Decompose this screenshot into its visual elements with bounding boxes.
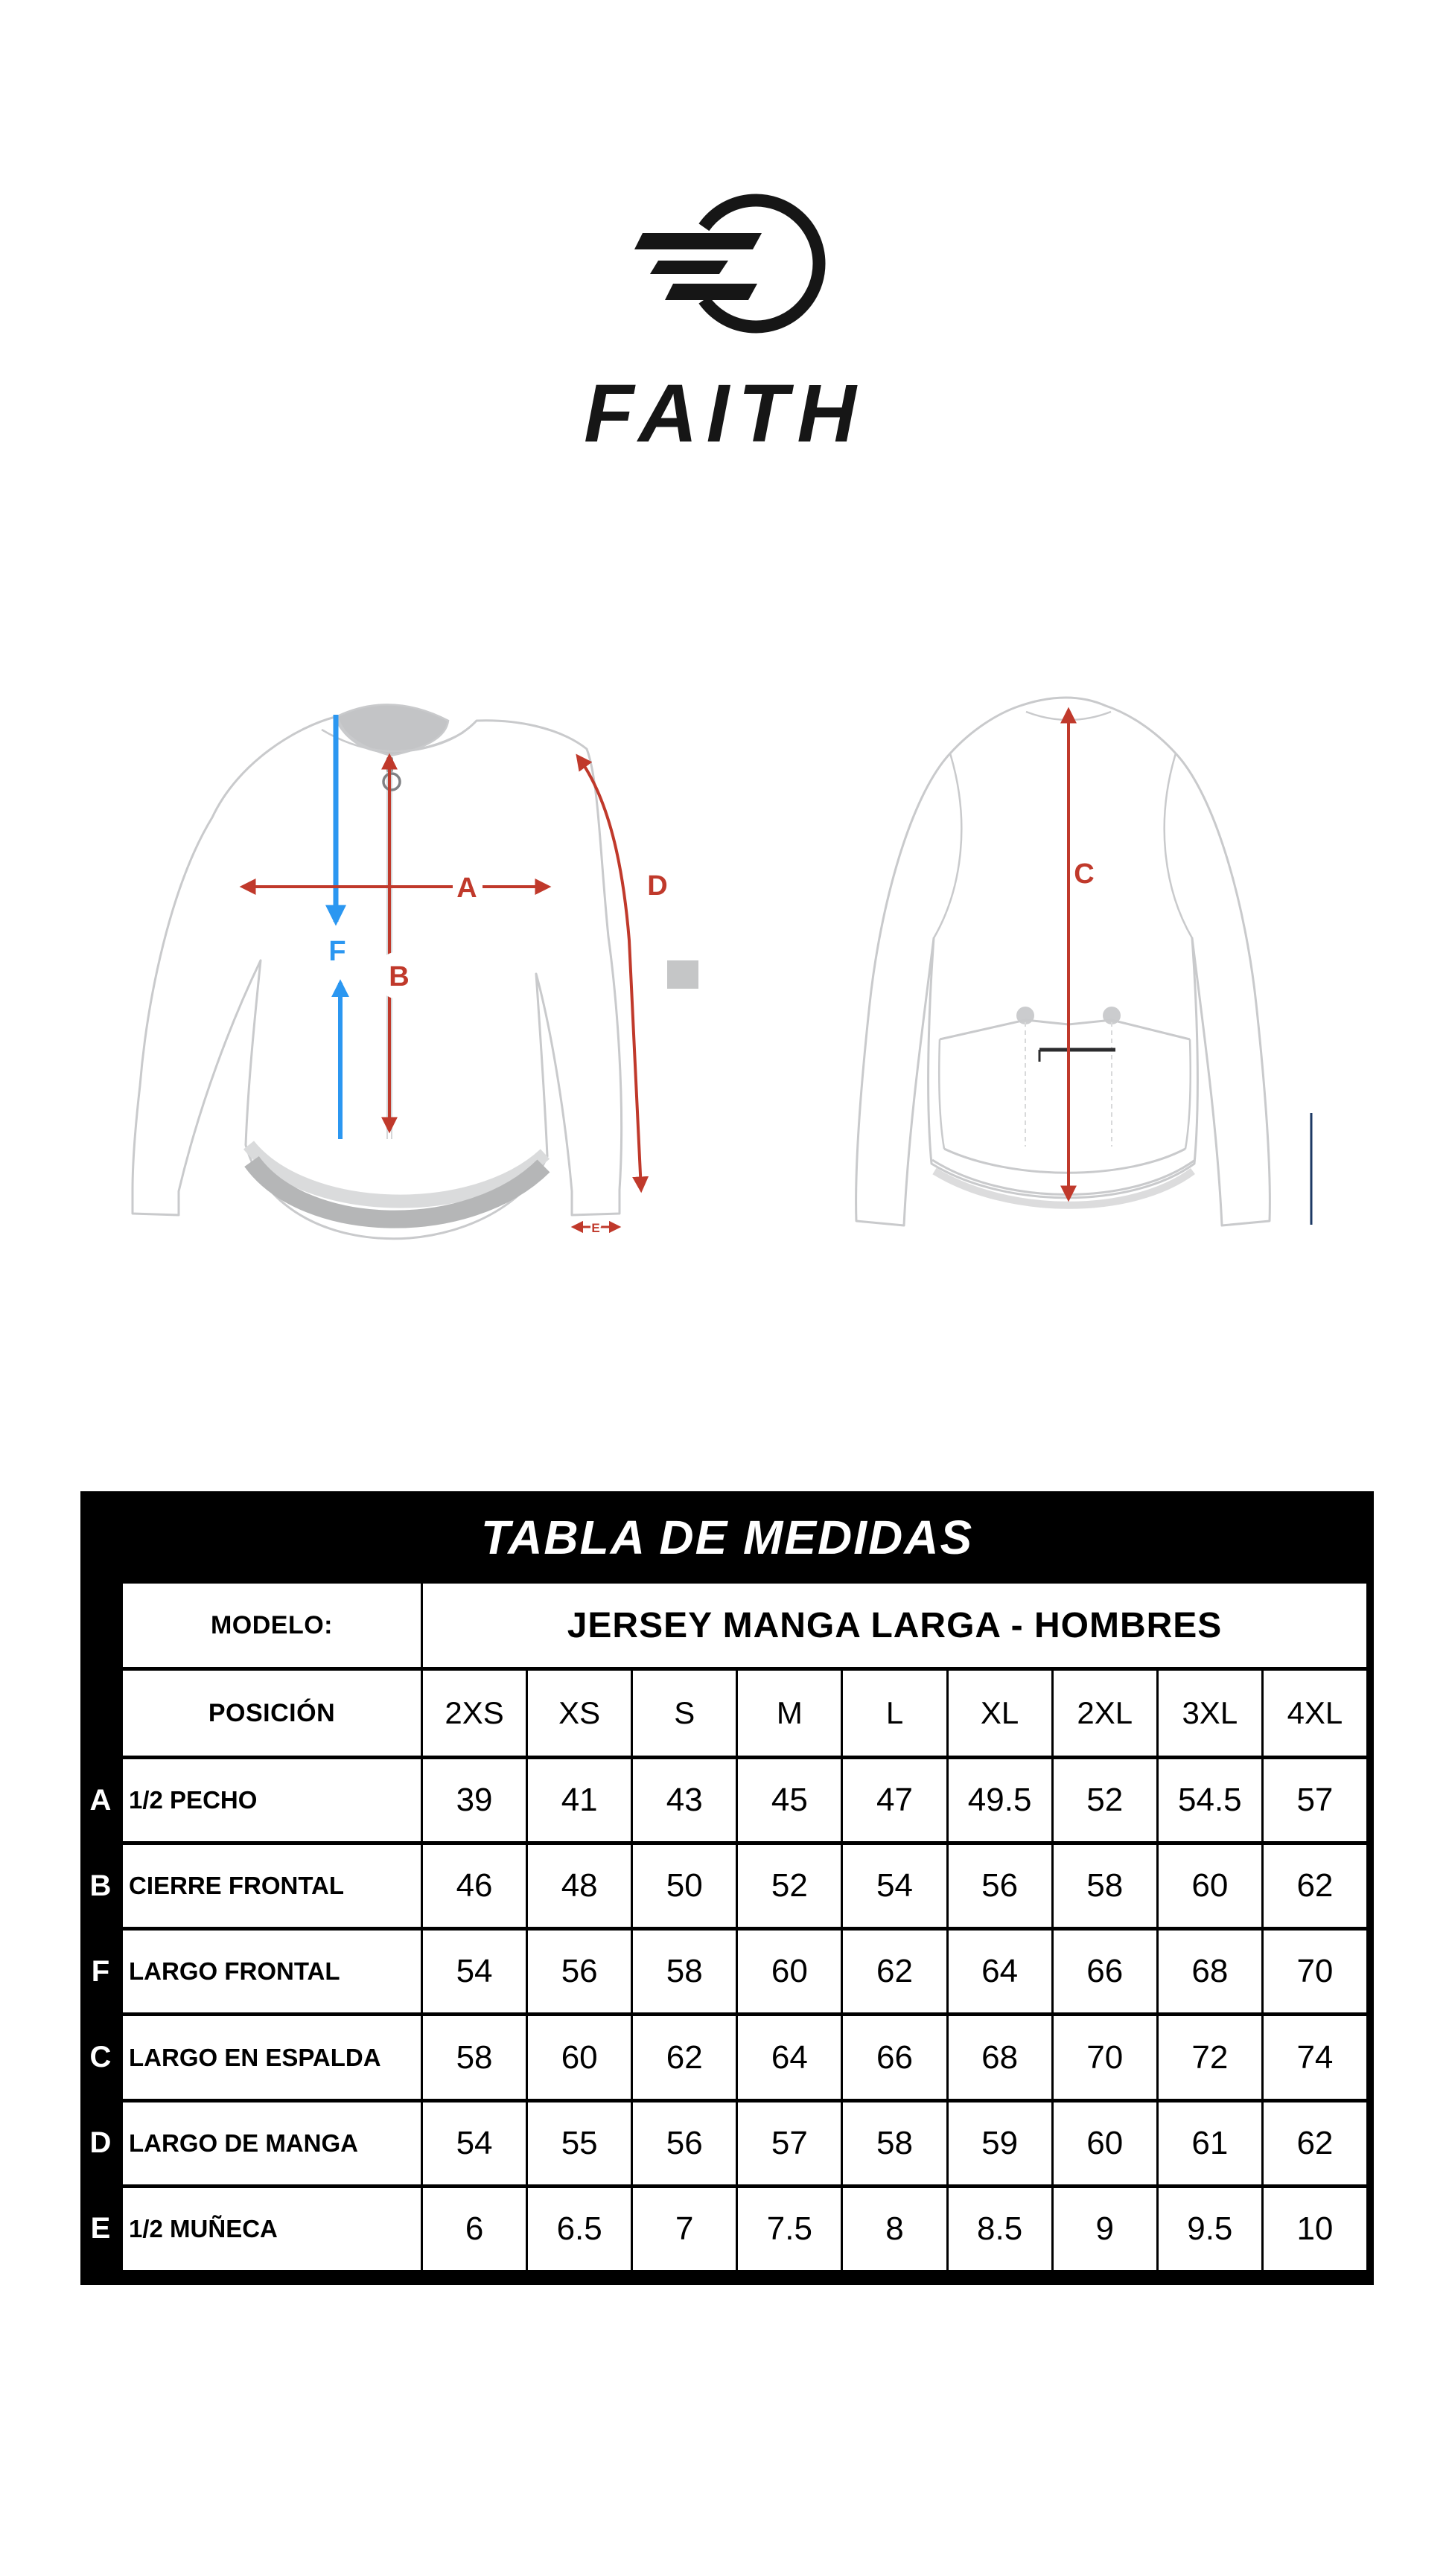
- measure-value-cell: 39: [423, 1759, 526, 1841]
- jersey-front-diagram: [127, 683, 715, 1272]
- model-row-label: MODELO:: [123, 1584, 421, 1667]
- measure-value-cell: 66: [843, 2016, 946, 2098]
- measure-label-B: B: [389, 961, 410, 992]
- measure-value-cell: 60: [1054, 2102, 1156, 2184]
- measure-value-cell: 70: [1264, 1931, 1366, 2012]
- measure-letter: B: [80, 1845, 121, 1927]
- measure-label-F: F: [328, 936, 346, 967]
- measure-label-A: A: [456, 873, 477, 904]
- size-column-header: 2XS: [423, 1671, 526, 1756]
- measure-letter: A: [80, 1759, 121, 1841]
- measure-value-cell: 10: [1264, 2188, 1366, 2270]
- measure-value-cell: 60: [738, 1931, 841, 2012]
- measure-value-cell: 7.5: [738, 2188, 841, 2270]
- measure-value-cell: 68: [949, 2016, 1051, 2098]
- measure-letter: F: [80, 1931, 121, 2012]
- size-table-title: TABLA DE MEDIDAS: [480, 1511, 974, 1564]
- size-column-header: 2XL: [1054, 1671, 1156, 1756]
- measure-value-cell: 72: [1159, 2016, 1261, 2098]
- measure-value-cell: 59: [949, 2102, 1051, 2184]
- measure-value-cell: 57: [738, 2102, 841, 2184]
- measure-value-cell: 8.5: [949, 2188, 1051, 2270]
- size-column-header: XS: [528, 1671, 631, 1756]
- measure-letter: C: [80, 2016, 121, 2098]
- measure-value-cell: 56: [633, 2102, 736, 2184]
- measure-value-cell: 52: [738, 1845, 841, 1927]
- size-table-grid: [80, 1584, 1374, 2277]
- size-column-header: XL: [949, 1671, 1051, 1756]
- size-column-header: L: [843, 1671, 946, 1756]
- size-table: [80, 1491, 1374, 2285]
- measure-value-cell: 49.5: [949, 1759, 1051, 1841]
- measure-label-D: D: [647, 870, 668, 902]
- measure-value-cell: 46: [423, 1845, 526, 1927]
- measure-value-cell: 54.5: [1159, 1759, 1261, 1841]
- measure-value-cell: 54: [423, 1931, 526, 2012]
- measure-value-cell: 9.5: [1159, 2188, 1261, 2270]
- measure-value-cell: 64: [949, 1931, 1051, 2012]
- measure-value-cell: 6.5: [528, 2188, 631, 2270]
- measure-value-cell: 60: [528, 2016, 631, 2098]
- measure-value-cell: 7: [633, 2188, 736, 2270]
- measure-value-cell: 58: [843, 2102, 946, 2184]
- measure-value-cell: 52: [1054, 1759, 1156, 1841]
- jersey-back-diagram: [819, 683, 1340, 1272]
- measure-label-E: E: [591, 1221, 600, 1235]
- measure-value-cell: 58: [423, 2016, 526, 2098]
- measure-value-cell: 56: [528, 1931, 631, 2012]
- measure-value-cell: 9: [1054, 2188, 1156, 2270]
- measure-value-cell: 58: [633, 1931, 736, 2012]
- measure-value-cell: 62: [633, 2016, 736, 2098]
- size-column-header: M: [738, 1671, 841, 1756]
- measure-value-cell: 74: [1264, 2016, 1366, 2098]
- position-row-label: POSICIÓN: [123, 1671, 421, 1756]
- measure-value-cell: 8: [843, 2188, 946, 2270]
- measure-value-cell: 70: [1054, 2016, 1156, 2098]
- size-column-header: S: [633, 1671, 736, 1756]
- back-jersey-outline: [856, 698, 1270, 1225]
- measure-value-cell: 57: [1264, 1759, 1366, 1841]
- brand-name: FAITH: [584, 368, 865, 459]
- measure-row-label: LARGO FRONTAL: [123, 1931, 421, 2012]
- model-value: JERSEY MANGA LARGA - HOMBRES: [423, 1584, 1366, 1667]
- measure-value-cell: 68: [1159, 1931, 1261, 2012]
- measure-row-label: CIERRE FRONTAL: [123, 1845, 421, 1927]
- measure-value-cell: 61: [1159, 2102, 1261, 2184]
- measure-value-cell: 62: [1264, 2102, 1366, 2184]
- image-artifact: [667, 960, 698, 989]
- measure-value-cell: 45: [738, 1759, 841, 1841]
- measure-value-cell: 54: [423, 2102, 526, 2184]
- brand-logo-icon: [625, 188, 834, 345]
- measure-row-label: LARGO DE MANGA: [123, 2102, 421, 2184]
- measure-value-cell: 43: [633, 1759, 736, 1841]
- size-column-header: 4XL: [1264, 1671, 1366, 1756]
- measure-value-cell: 62: [1264, 1845, 1366, 1927]
- measure-value-cell: 62: [843, 1931, 946, 2012]
- measure-value-cell: 41: [528, 1759, 631, 1841]
- measure-value-cell: 6: [423, 2188, 526, 2270]
- measure-value-cell: 66: [1054, 1931, 1156, 2012]
- measure-row-label: 1/2 PECHO: [123, 1759, 421, 1841]
- size-column-header: 3XL: [1159, 1671, 1261, 1756]
- measure-row-label: 1/2 MUÑECA: [123, 2188, 421, 2270]
- letter-strip-cell: [80, 1584, 121, 1667]
- measure-value-cell: 47: [843, 1759, 946, 1841]
- measure-value-cell: 60: [1159, 1845, 1261, 1927]
- measure-letter: D: [80, 2102, 121, 2184]
- measure-value-cell: 54: [843, 1845, 946, 1927]
- measure-value-cell: 55: [528, 2102, 631, 2184]
- letter-strip-cell: [80, 1671, 121, 1756]
- measure-row-label: LARGO EN ESPALDA: [123, 2016, 421, 2098]
- measure-value-cell: 50: [633, 1845, 736, 1927]
- measure-value-cell: 56: [949, 1845, 1051, 1927]
- measure-letter: E: [80, 2188, 121, 2270]
- measure-label-C: C: [1074, 858, 1095, 890]
- measure-value-cell: 58: [1054, 1845, 1156, 1927]
- measure-value-cell: 48: [528, 1845, 631, 1927]
- measure-value-cell: 64: [738, 2016, 841, 2098]
